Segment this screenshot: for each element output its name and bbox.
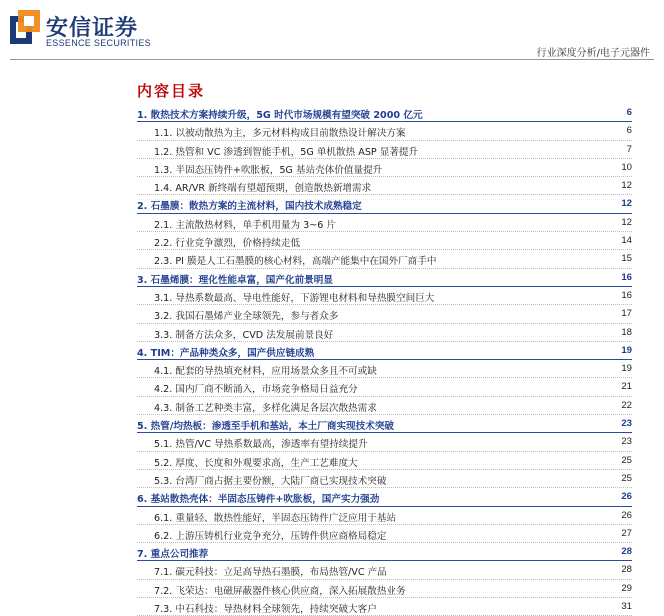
report-type: 行业深度分析/电子元器件 [536, 48, 650, 59]
toc-entry-label[interactable]: 4. TIM：产品种类众多，国产供应链成熟 [137, 347, 315, 359]
toc-section-row[interactable] [137, 232, 632, 250]
toc-section-row[interactable] [137, 287, 632, 305]
toc-page-number: 16 [621, 289, 632, 301]
toc-entry-label[interactable]: 4.3. 制备工艺种类丰富，多样化满足各层次散热需求 [154, 402, 377, 414]
toc-chapter-row[interactable] [137, 488, 632, 506]
toc-section-row[interactable] [137, 122, 632, 140]
toc-entry-label[interactable]: 4.1. 配套的导热填充材料，应用场景众多且不可或缺 [154, 366, 377, 378]
toc-page-number: 25 [621, 454, 632, 466]
toc-section-row[interactable] [137, 561, 632, 579]
toc-page-number: 31 [621, 601, 632, 613]
toc-page-number: 6 [626, 107, 632, 118]
toc-entry-label[interactable]: 3.1. 导热系数最高、导电性能好，下游锂电材料和导热膜空间巨大 [154, 292, 435, 304]
toc-page-number: 10 [621, 161, 632, 173]
toc-page-number: 26 [621, 509, 632, 521]
toc-page-number: 14 [621, 235, 632, 247]
toc-section-row[interactable] [137, 250, 632, 268]
toc-entry-label[interactable]: 7. 重点公司推荐 [137, 549, 209, 561]
toc-chapter-row[interactable] [137, 342, 632, 360]
toc-entry-label[interactable]: 3.2. 我国石墨烯产业全球领先，参与者众多 [154, 311, 339, 323]
toc-section-row[interactable] [137, 507, 632, 525]
toc-entry-label[interactable]: 2. 石墨膜：散热方案的主流材料，国内技术成熟稳定 [137, 201, 362, 213]
toc-chapter-row[interactable] [137, 269, 632, 287]
toc-entry-label[interactable]: 6.1. 重量轻、散热性能好，半固态压铸件广泛应用于基站 [154, 512, 397, 524]
toc-entry-label[interactable]: 7.2. 飞荣达：电磁屏蔽器件核心供应商，深入拓展散热业务 [154, 585, 406, 597]
toc-entry-label[interactable]: 4.2. 国内厂商不断涌入，市场竞争格局日益充分 [154, 384, 358, 396]
toc-page-number: 17 [621, 308, 632, 320]
toc-section-row[interactable] [137, 598, 632, 616]
toc-page-number: 26 [621, 491, 632, 503]
toc-entry-label[interactable]: 1.1. 以被动散热为主，多元材料构成目前散热设计解决方案 [154, 128, 406, 140]
toc-entry-label[interactable]: 3.3. 制备方法众多，CVD 法发展前景良好 [154, 329, 334, 341]
toc-section-row[interactable] [137, 159, 632, 177]
company-logo-icon [10, 10, 40, 44]
toc-entry-label[interactable]: 2.1. 主流散热材料，单手机用量为 3~6 片 [154, 219, 337, 231]
toc-section-row[interactable] [137, 452, 632, 470]
toc-page-number: 25 [621, 472, 632, 484]
toc-page-number: 22 [621, 399, 632, 411]
company-name-en: ESSENCE SECURITIES [46, 38, 151, 48]
toc-page-number: 19 [621, 344, 632, 356]
toc-page-number: 28 [621, 564, 632, 576]
page-header [0, 0, 664, 62]
toc-entry-label[interactable]: 1.4. AR/VR 新终端有望超预期，创造散热新增需求 [154, 183, 372, 195]
toc-entry-label[interactable]: 6.2. 上游压铸机行业竞争充分，压铸件供应商格局稳定 [154, 530, 387, 542]
table-of-contents [137, 104, 632, 616]
toc-section-row[interactable] [137, 141, 632, 159]
toc-section-row[interactable] [137, 525, 632, 543]
toc-chapter-row[interactable] [137, 104, 632, 122]
header-divider [10, 59, 654, 60]
toc-entry-label[interactable]: 1.2. 热管和 VC 渗透到智能手机，5G 单机散热 ASP 显著提升 [154, 146, 419, 158]
toc-section-row[interactable] [137, 177, 632, 195]
toc-page-number: 21 [621, 381, 632, 393]
toc-entry-label[interactable]: 5.2. 厚度、长度和外观要求高，生产工艺难度大 [154, 457, 358, 469]
toc-section-row[interactable] [137, 324, 632, 342]
toc-page-number: 28 [621, 546, 632, 558]
toc-page-number: 29 [621, 582, 632, 594]
toc-entry-label[interactable]: 5.1. 热管/VC 导热系数最高，渗透率有望持续提升 [154, 439, 368, 451]
toc-entry-label[interactable]: 6. 基站散热壳体：半固态压铸件+吹胀板，国产实力强劲 [137, 494, 380, 506]
toc-entry-label[interactable]: 1. 散热技术方案持续升级，5G 时代市场规模有望突破 2000 亿元 [137, 110, 423, 121]
toc-entry-label[interactable]: 1.3. 半固态压铸件+吹胀板，5G 基站壳体价值量提升 [154, 164, 383, 176]
toc-section-row[interactable] [137, 470, 632, 488]
toc-entry-label[interactable]: 7.1. 碳元科技：立足高导热石墨膜，布局热管/VC 产品 [154, 567, 387, 579]
toc-page-number: 12 [621, 198, 632, 210]
toc-section-row[interactable] [137, 378, 632, 396]
toc-entry-label[interactable]: 2.3. PI 膜是人工石墨膜的核心材料，高端产能集中在国外厂商手中 [154, 256, 437, 268]
toc-section-row[interactable] [137, 397, 632, 415]
toc-page-number: 19 [621, 363, 632, 375]
company-name-cn: 安信证券 [46, 16, 139, 41]
toc-page-number: 12 [621, 180, 632, 192]
toc-page-number: 6 [626, 125, 632, 137]
toc-entry-label[interactable]: 7.3. 中石科技：导热材料全球领先，持续突破大客户 [154, 604, 377, 616]
toc-page-number: 23 [621, 418, 632, 430]
toc-page-number: 7 [626, 143, 632, 155]
toc-section-row[interactable] [137, 305, 632, 323]
toc-chapter-row[interactable] [137, 543, 632, 561]
toc-section-row[interactable] [137, 214, 632, 232]
toc-page-number: 18 [621, 326, 632, 338]
toc-page-number: 27 [621, 527, 632, 539]
toc-page-number: 23 [621, 436, 632, 448]
toc-entry-label[interactable]: 5.3. 台湾厂商占据主要份额，大陆厂商已实现技术突破 [154, 475, 387, 487]
toc-chapter-row[interactable] [137, 195, 632, 213]
toc-page-number: 16 [621, 271, 632, 283]
toc-entry-label[interactable]: 3. 石墨烯膜：理化性能卓富，国产化前景明显 [137, 274, 333, 286]
toc-chapter-row[interactable] [137, 415, 632, 433]
toc-entry-label[interactable]: 5. 热管/均热板：渗透至手机和基站，本土厂商实现技术突破 [137, 421, 395, 433]
toc-section-row[interactable] [137, 433, 632, 451]
toc-page-number: 15 [621, 253, 632, 265]
toc-page-number: 12 [621, 216, 632, 228]
toc-section-row[interactable] [137, 580, 632, 598]
toc-entry-label[interactable]: 2.2. 行业竞争激烈，价格持续走低 [154, 238, 301, 250]
toc-section-row[interactable] [137, 360, 632, 378]
page-title: 内容目录 [137, 82, 206, 100]
